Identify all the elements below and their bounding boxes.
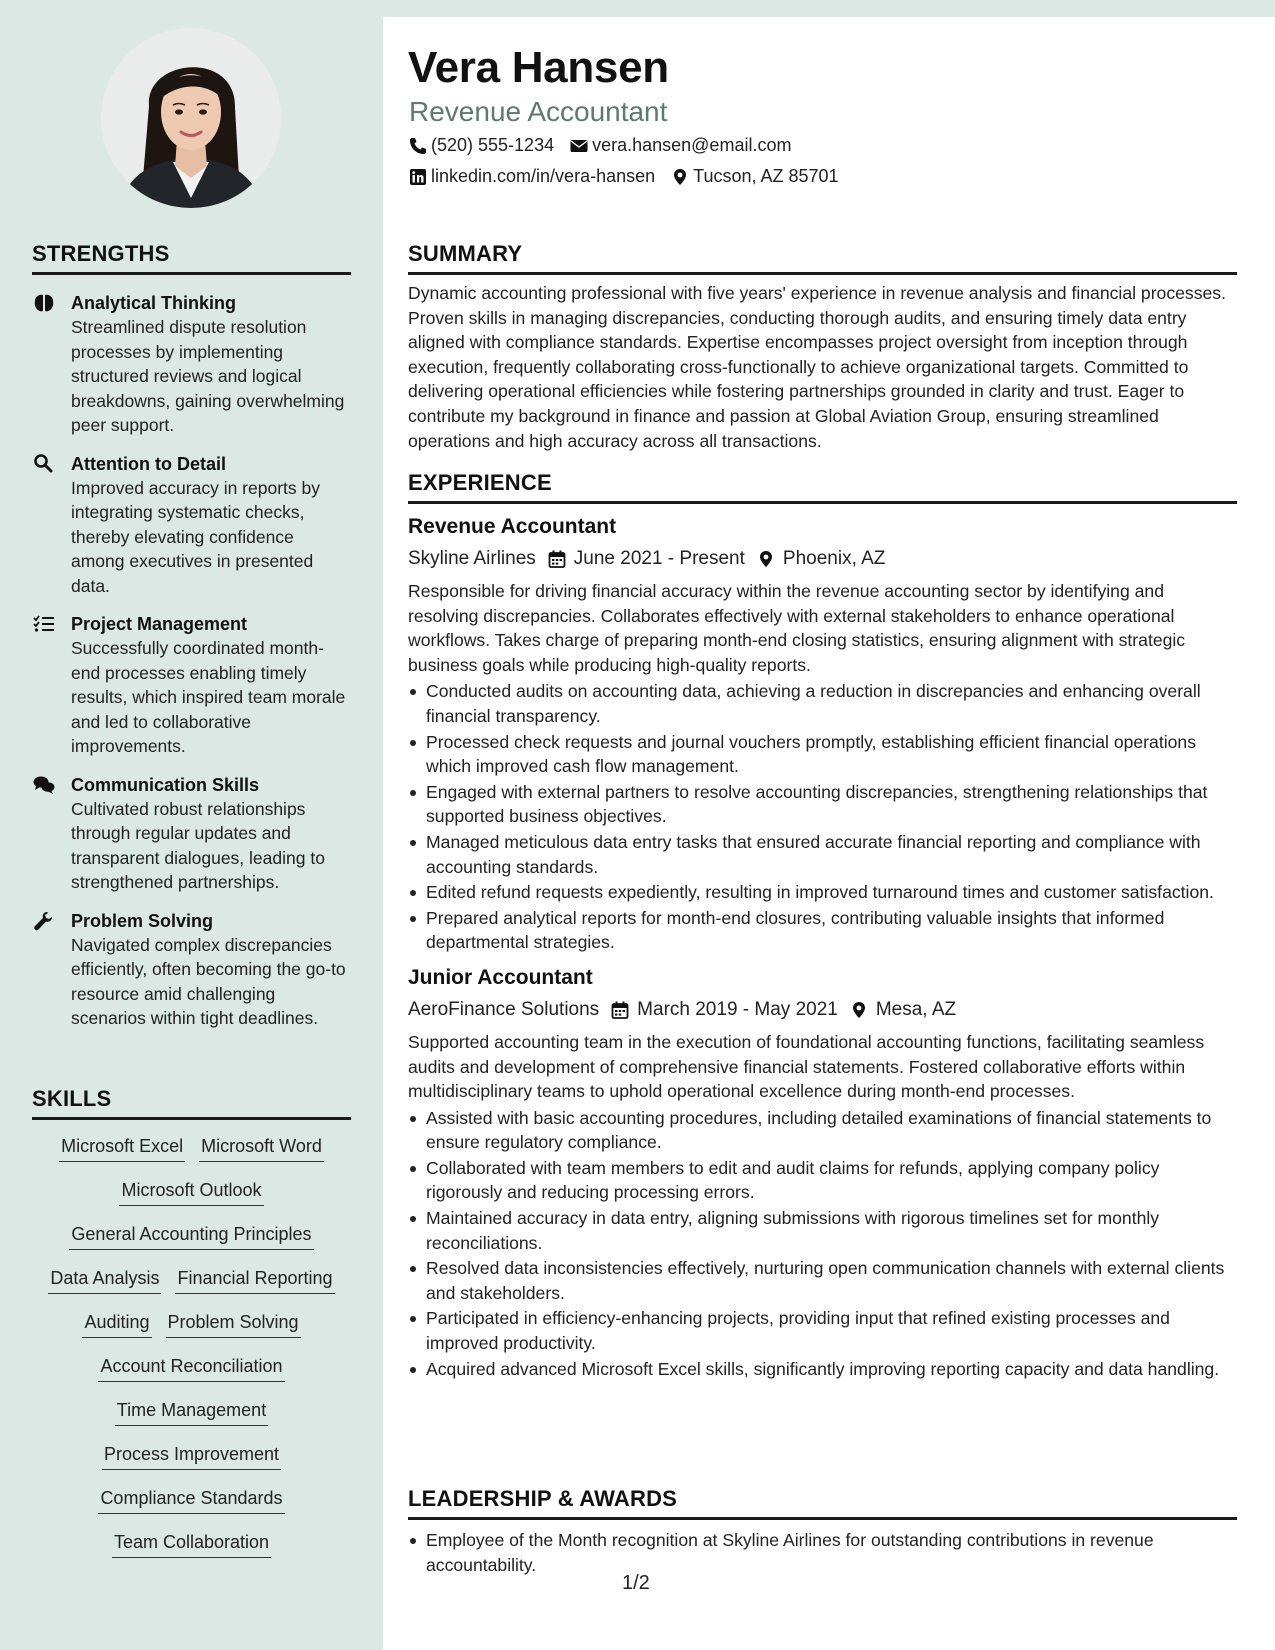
job-bullet: Conducted audits on accounting data, achieving a reduction in discrepancies and enhancing overall financial transparency. — [408, 679, 1237, 728]
job-company: Skyline Airlines — [408, 548, 536, 569]
skill-tag: Time Management — [115, 1398, 268, 1426]
summary-section — [408, 241, 1237, 453]
linkedin-icon — [409, 168, 427, 186]
map-pin-icon — [671, 168, 689, 186]
leadership-bullet: Employee of the Month recognition at Skyline Airlines for outstanding contributions in revenue accountability. — [408, 1528, 1237, 1577]
skill-tag: Process Improvement — [102, 1442, 281, 1470]
job-meta — [408, 547, 1237, 571]
calendar-icon — [611, 1001, 629, 1019]
job-bullet: Prepared analytical reports for month-end closures, contributing valuable insights that informed departmental strategies. — [408, 906, 1237, 955]
job-company: AeroFinance Solutions — [408, 998, 600, 1020]
strength-title: Problem Solving — [71, 910, 214, 931]
brain-icon — [33, 293, 55, 313]
skill-tag: Team Collaboration — [112, 1530, 271, 1558]
strength-title: Project Management — [71, 614, 248, 634]
strength-description: Successfully coordinated month-end processes enabling timely results, which inspired team morale and led to collaborative improvements. — [71, 638, 346, 756]
job-bullet: Participated in efficiency-enhancing projects, providing input that refined existing processes and improved productivity. — [408, 1306, 1237, 1355]
job-bullet: Managed meticulous data entry tasks that ensured accurate financial reporting and compliance with accounting standards. — [408, 830, 1237, 879]
job-bullet: Edited refund requests expediently, resulting in improved turnaround times and customer satisfaction. — [408, 880, 1237, 905]
skill-tag: Auditing — [82, 1310, 151, 1338]
skill-tag: Data Analysis — [48, 1266, 161, 1294]
strengths-section — [32, 241, 351, 1031]
sidebar — [0, 0, 383, 1650]
job-bullet: Collaborated with team members to edit and audit claims for refunds, applying company policy rigorously and reducing processing errors. — [408, 1156, 1237, 1205]
strengths-heading: STRENGTHS — [32, 241, 351, 275]
location-contact — [671, 166, 838, 187]
phone-icon — [409, 137, 427, 155]
page-number: 1/2 — [622, 1572, 650, 1594]
strength-item — [32, 909, 351, 1031]
map-pin-icon — [850, 1001, 868, 1019]
leadership-section — [408, 1486, 1237, 1578]
job-location: Mesa, AZ — [875, 998, 957, 1020]
job-bullet: Engaged with external partners to resolve accounting discrepancies, strengthening relationships that supported business objectives. — [408, 780, 1237, 829]
job-meta — [408, 998, 1237, 1022]
linkedin-contact — [409, 166, 655, 187]
skill-tag: Microsoft Word — [199, 1134, 324, 1162]
strength-title: Communication Skills — [71, 774, 260, 795]
summary-text: Dynamic accounting professional with five years' experience in revenue analysis and financial processes. Proven skills in managing discrepancies, conducting thorough audits, and ensuring timely data entry aligned with compliance standards. Expertise encompasses project oversight from inception through execution, frequently collaborating cross-functionally to achieve organizational targets. Committed to delivering operational efficiencies while fostering partnerships grounded in clarity and trust. Eager to contribute my background in finance and passion at Global Aviation Group, ensuring streamlined operations and high accuracy across all transactions. — [408, 283, 1226, 451]
skill-tag: Microsoft Outlook — [119, 1178, 263, 1206]
strength-item — [32, 452, 351, 599]
job-entry — [408, 965, 1237, 1381]
experience-heading: EXPERIENCE — [408, 470, 1237, 504]
experience-section — [408, 470, 1237, 1382]
main-content — [383, 17, 1275, 1650]
skill-tag: Financial Reporting — [175, 1266, 334, 1294]
job-bullet: Maintained accuracy in data entry, aligning submissions with rigorous timelines set for monthly reconciliations. — [408, 1206, 1237, 1255]
envelope-icon — [570, 137, 588, 155]
job-role: Junior Accountant — [408, 965, 593, 989]
strength-description: Navigated complex discrepancies efficiently, often becoming the go-to resource amid challenging scenarios within tight deadlines. — [71, 934, 346, 1028]
job-role: Revenue Accountant — [408, 515, 617, 538]
strength-title: Attention to Detail — [71, 453, 226, 474]
strength-description: Streamlined dispute resolution processes by implementing structured reviews and logical breakdowns, gaining overwhelming peer support. — [71, 317, 345, 435]
skills-section — [32, 1086, 351, 1574]
job-bullet: Resolved data inconsistencies effectively, nurturing open communication channels with external clients and stakeholders. — [408, 1256, 1237, 1305]
strength-title: Analytical Thinking — [71, 293, 237, 313]
job-bullets — [408, 1106, 1237, 1382]
magnifier-icon — [33, 454, 55, 474]
skill-tag: Problem Solving — [166, 1310, 301, 1338]
map-pin-icon — [757, 550, 775, 568]
location-text: Tucson, AZ 85701 — [693, 166, 839, 186]
candidate-title: Revenue Accountant — [409, 96, 668, 127]
job-dates: June 2021 - Present — [573, 548, 745, 569]
job-bullet: Assisted with basic accounting procedures, including detailed examinations of financial statements to ensure regulatory compliance. — [408, 1106, 1237, 1155]
chat-bubbles-icon — [33, 775, 55, 795]
contact-row-2 — [409, 166, 855, 187]
skill-tag: Compliance Standards — [98, 1486, 284, 1514]
portrait-image — [101, 28, 281, 208]
task-list-icon — [33, 614, 55, 634]
profile-photo — [101, 28, 281, 208]
calendar-icon — [548, 550, 566, 568]
strength-description: Cultivated robust relationships through regular updates and transparent dialogues, leading to strengthened partnerships. — [71, 798, 325, 892]
skill-tag: Account Reconciliation — [98, 1354, 284, 1382]
candidate-name: Vera Hansen — [408, 43, 669, 92]
skill-tag: General Accounting Principles — [69, 1222, 313, 1250]
strength-item — [32, 612, 351, 759]
contact-row-1 — [409, 135, 807, 156]
phone-number: (520) 555-1234 — [431, 135, 555, 155]
job-description: Supported accounting team in the execution of foundational accounting functions, facilitating seamless audits and development of comprehensive financial statements. Fostered collaborative efforts within multidisciplinary teams to uphold operational excellence during month-end processes. — [408, 1031, 1205, 1102]
wrench-icon — [33, 911, 55, 931]
skills-heading: SKILLS — [32, 1086, 351, 1120]
job-description: Responsible for driving financial accuracy within the revenue accounting sector by identifying and resolving discrepancies. Collaborates effectively with external stakeholders to enhance operational workflows. Takes charge of preparing month-end closing statistics, ensuring alignment with strategic business goals while producing high-quality reports. — [408, 581, 1186, 675]
skill-tag: Microsoft Excel — [59, 1134, 185, 1162]
job-bullet: Acquired advanced Microsoft Excel skills, significantly improving reporting capacity and data handling. — [408, 1357, 1237, 1382]
email-contact — [570, 135, 791, 156]
email-address: vera.hansen@email.com — [592, 135, 792, 155]
job-dates: March 2019 - May 2021 — [637, 998, 838, 1020]
job-bullet: Processed check requests and journal vouchers promptly, establishing efficient financial operations which improved cash flow management. — [408, 730, 1237, 779]
job-entry — [408, 514, 1237, 955]
strength-item — [32, 773, 351, 895]
strength-description: Improved accuracy in reports by integrating systematic checks, thereby elevating confidence among executives in presented data. — [71, 477, 320, 596]
job-location: Phoenix, AZ — [782, 548, 886, 569]
phone-contact — [409, 135, 554, 156]
summary-heading: SUMMARY — [408, 241, 1237, 275]
job-bullets — [408, 679, 1237, 955]
linkedin-url: linkedin.com/in/vera-hansen — [431, 166, 656, 186]
leadership-bullets — [408, 1528, 1237, 1577]
skill-list — [32, 1134, 351, 1574]
leadership-heading: LEADERSHIP & AWARDS — [408, 1486, 1237, 1520]
strength-item — [32, 291, 351, 438]
